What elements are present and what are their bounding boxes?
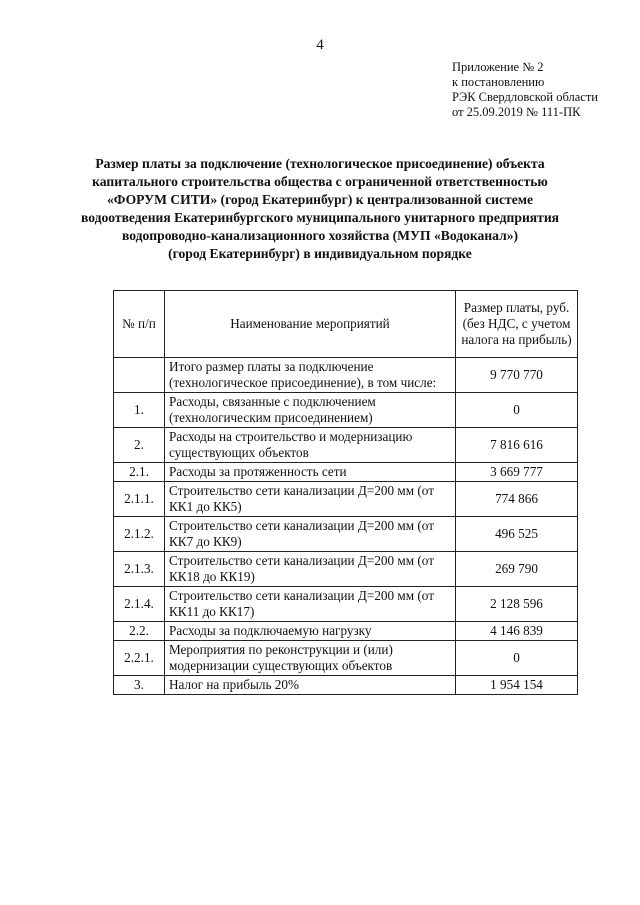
table-row <box>114 428 578 463</box>
row-name: Расходы за протяженность сети <box>165 463 456 482</box>
row-num: 3. <box>114 676 165 695</box>
row-amount: 269 790 <box>456 552 578 587</box>
document-title <box>60 155 580 263</box>
table-header-row <box>114 291 578 358</box>
row-num: 2.1.1. <box>114 482 165 517</box>
row-amount: 496 525 <box>456 517 578 552</box>
title-line-5: водопроводно-канализационного хозяйства (МУП «Водоканал») <box>121 228 519 243</box>
title-line-4: водоотведения Екатеринбургского муниципального унитарного предприятия <box>80 210 560 225</box>
row-amount: 0 <box>456 641 578 676</box>
title-line-2: капитального строительства общества с ограниченной ответственностью <box>92 174 548 189</box>
row-num <box>114 358 165 393</box>
row-name: Строительство сети канализации Д=200 мм (от КК11 до КК17) <box>165 587 456 622</box>
row-amount: 7 816 616 <box>456 428 578 463</box>
row-name: Налог на прибыль 20% <box>165 676 456 695</box>
table-row <box>114 393 578 428</box>
row-name: Мероприятия по реконструкции и (или) модернизации существующих объектов <box>165 641 456 676</box>
row-num: 2.1.3. <box>114 552 165 587</box>
row-name: Расходы, связанные с подключением (технологическим присоединением) <box>165 393 456 428</box>
table-row <box>114 517 578 552</box>
header-num: № п/п <box>114 291 165 358</box>
table-row <box>114 587 578 622</box>
appendix-line-3: РЭК Свердловской области <box>452 90 598 104</box>
title-line-3: «ФОРУМ СИТИ» (город Екатеринбург) к централизованной системе <box>106 192 534 207</box>
row-name: Расходы за подключаемую нагрузку <box>165 622 456 641</box>
row-num: 2.2.1. <box>114 641 165 676</box>
table-body <box>114 358 578 695</box>
row-num: 2.2. <box>114 622 165 641</box>
fee-table <box>113 290 578 695</box>
row-name: Строительство сети канализации Д=200 мм (от КК18 до КК19) <box>165 552 456 587</box>
table-row <box>114 641 578 676</box>
appendix-line-1: Приложение № 2 <box>452 60 544 74</box>
title-line-1: Размер платы за подключение (технологическое присоединение) объекта <box>95 156 545 171</box>
row-amount: 2 128 596 <box>456 587 578 622</box>
row-amount: 1 954 154 <box>456 676 578 695</box>
row-amount: 9 770 770 <box>456 358 578 393</box>
row-num: 2. <box>114 428 165 463</box>
header-name: Наименование мероприятий <box>165 291 456 358</box>
row-name: Расходы на строительство и модернизацию существующих объектов <box>165 428 456 463</box>
appendix-block <box>452 60 598 120</box>
table-row <box>114 676 578 695</box>
row-num: 1. <box>114 393 165 428</box>
row-amount: 4 146 839 <box>456 622 578 641</box>
row-num: 2.1. <box>114 463 165 482</box>
header-amount: Размер платы, руб. (без НДС, с учетом налога на прибыль) <box>456 291 578 358</box>
appendix-line-4: от 25.09.2019 № 111-ПК <box>452 105 581 119</box>
page-number: 4 <box>316 37 324 53</box>
table-row <box>114 463 578 482</box>
row-amount: 3 669 777 <box>456 463 578 482</box>
row-num: 2.1.4. <box>114 587 165 622</box>
table-row <box>114 482 578 517</box>
row-name: Строительство сети канализации Д=200 мм (от КК1 до КК5) <box>165 482 456 517</box>
table-row <box>114 622 578 641</box>
row-name: Строительство сети канализации Д=200 мм (от КК7 до КК9) <box>165 517 456 552</box>
title-line-6: (город Екатеринбург) в индивидуальном порядке <box>168 246 472 261</box>
row-num: 2.1.2. <box>114 517 165 552</box>
row-amount: 774 866 <box>456 482 578 517</box>
row-amount: 0 <box>456 393 578 428</box>
table-row <box>114 358 578 393</box>
row-name: Итого размер платы за подключение (технологическое присоединение), в том числе: <box>165 358 456 393</box>
table-row <box>114 552 578 587</box>
appendix-line-2: к постановлению <box>452 75 545 89</box>
